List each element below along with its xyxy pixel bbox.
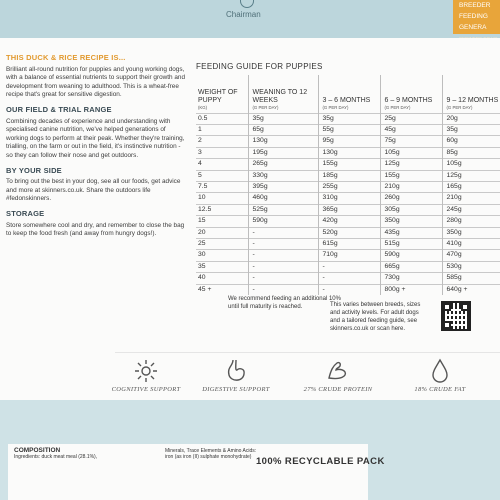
table-cell: 525g	[248, 204, 318, 215]
drop-icon	[427, 358, 453, 384]
table-cell: -	[248, 273, 318, 284]
maturity-note: We recommend feeding an additional 10% until full maturity is reached.	[228, 296, 341, 310]
composition-title: COMPOSITION	[14, 447, 61, 454]
table-cell: 730g	[380, 273, 442, 284]
header-weight: WEIGHT OF PUPPY (KG)	[198, 88, 238, 110]
table-cell: -	[248, 261, 318, 272]
table-cell: 520g	[318, 227, 380, 238]
table-row	[196, 204, 500, 215]
table-cell: 25g	[380, 113, 442, 124]
tag-line3: GENERA	[459, 24, 487, 31]
table-cell: 3	[196, 147, 248, 158]
table-cell: -	[318, 261, 380, 272]
header-3-6-months: 3 – 6 MONTHS (G PER DAY)	[318, 75, 380, 113]
table-row	[196, 250, 500, 261]
table-row	[196, 216, 500, 227]
table-cell: 310g	[318, 193, 380, 204]
field-heading: OUR FIELD & TRIAL RANGE	[6, 104, 112, 114]
info-panel	[0, 38, 500, 400]
feature-label: 18% CRUDE FAT	[414, 386, 466, 393]
table-row	[196, 147, 500, 158]
header-6-9-months: 6 – 9 MONTHS (G PER DAY)	[380, 75, 442, 113]
table-cell: 1	[196, 124, 248, 135]
table-cell: 590g	[380, 250, 442, 261]
table-cell: 2	[196, 136, 248, 147]
table-cell: 95g	[318, 136, 380, 147]
ingredients-text: Ingredients: duck meat meal (28.1%),	[14, 454, 98, 460]
table-cell: -	[248, 238, 318, 249]
table-cell: -	[248, 284, 318, 295]
recipe-heading: THIS DUCK & RICE RECIPE IS...	[6, 53, 126, 62]
table-row	[196, 124, 500, 135]
table-row	[196, 193, 500, 204]
table-cell: 420g	[318, 216, 380, 227]
table-cell: 615g	[318, 238, 380, 249]
table-cell: 60g	[442, 136, 500, 147]
table-cell: 590g	[248, 216, 318, 227]
chairman-logo-icon	[240, 0, 254, 8]
table-cell: 65g	[248, 124, 318, 135]
recipe-text: Brilliant all-round nutrition for puppies and young working dogs, with a balance of essential nutrients to support their growth and development from weaning to adulthood. This is a wheat-free recipe that's great for sensitive digestion.	[6, 65, 186, 99]
table-row	[196, 227, 500, 238]
table-cell: 55g	[318, 124, 380, 135]
minerals-text: iron (as iron (II) sulphate monohydrate)	[165, 454, 252, 460]
pack-bottom	[0, 400, 500, 500]
minerals-title: Minerals, Trace Elements & Amino Acids:	[165, 448, 257, 454]
table-cell: 365g	[318, 204, 380, 215]
table-cell: 410g	[442, 238, 500, 249]
table-cell: 330g	[248, 170, 318, 181]
table-cell: 105g	[442, 159, 500, 170]
table-row	[196, 181, 500, 192]
stomach-icon	[223, 358, 249, 384]
table-cell: -	[248, 250, 318, 261]
feature-cognitive	[106, 358, 186, 394]
table-cell: 800g +	[380, 284, 442, 295]
feature-label: 27% CRUDE PROTEIN	[303, 386, 373, 393]
table-cell: 75g	[380, 136, 442, 147]
header-9-12-months: 9 – 12 MONTHS (G PER DAY)	[442, 75, 500, 113]
table-cell: 435g	[380, 227, 442, 238]
table-cell: 665g	[380, 261, 442, 272]
divider	[115, 352, 500, 353]
storage-heading: STORAGE	[6, 208, 45, 218]
table-cell: 155g	[380, 170, 442, 181]
pack-top	[0, 0, 500, 38]
table-cell: 45 +	[196, 284, 248, 295]
table-cell: 210g	[442, 193, 500, 204]
table-cell: 15	[196, 216, 248, 227]
tag-line1: BREEDER	[459, 2, 491, 9]
table-cell: 30	[196, 250, 248, 261]
table-cell: 350g	[380, 216, 442, 227]
feature-label: DIGESTIVE SUPPORT	[202, 386, 270, 393]
table-cell: 185g	[318, 170, 380, 181]
table-cell: 85g	[442, 147, 500, 158]
feature-protein	[298, 358, 378, 394]
table-row	[196, 170, 500, 181]
table-cell: 195g	[248, 147, 318, 158]
table-cell: 155g	[318, 159, 380, 170]
table-body	[196, 113, 500, 295]
storage-text: Store somewhere cool and dry, and remember to close the bag to keep the food fresh (and away from hungry dogs!).	[6, 221, 185, 238]
table-cell: 45g	[380, 124, 442, 135]
table-cell: 4	[196, 159, 248, 170]
table-cell: 265g	[248, 159, 318, 170]
table-cell: 460g	[248, 193, 318, 204]
table-row	[196, 284, 500, 295]
brain-icon	[133, 358, 159, 384]
table-cell: 35	[196, 261, 248, 272]
table-cell: 350g	[442, 227, 500, 238]
table-cell: 165g	[442, 181, 500, 192]
side-text: To bring out the best in your dog, see all our foods, get advice and more at skinners.co.uk. Share the outdoors life #fedonskinners.	[6, 178, 181, 203]
feeding-guide	[196, 62, 500, 295]
table-cell: 10	[196, 193, 248, 204]
tag-line2: FEEDING	[459, 13, 488, 20]
header-weaning: WEANING TO 12 WEEKS (G PER DAY)	[248, 75, 318, 113]
table-cell: 130g	[248, 136, 318, 147]
table-row	[196, 113, 500, 124]
breed-note: This varies between breeds, sizes and activity levels. For adult dogs and a tailored feeding guide, see skinners.co.uk or scan here.	[330, 302, 421, 332]
table-cell: 530g	[442, 261, 500, 272]
table-cell: 7.5	[196, 181, 248, 192]
feature-digestive	[196, 358, 276, 394]
guide-title: FEEDING GUIDE FOR PUPPIES	[196, 62, 323, 71]
field-text: Combining decades of experience and understanding with specialised canine nutrition, we've helped generations of working dogs to perform at their peak. Whether they're training, trialling, on the farm or out in the field, it's instinctive nutrition - so they can follow their nose and get outdoors.	[6, 117, 185, 159]
table-cell: 5	[196, 170, 248, 181]
table-row	[196, 238, 500, 249]
table-row	[196, 273, 500, 284]
table-cell: 125g	[442, 170, 500, 181]
recyclable-label: 100% RECYCLABLE PACK	[256, 456, 385, 467]
table-cell: 12.5	[196, 204, 248, 215]
table-cell: 25	[196, 238, 248, 249]
table-cell: -	[248, 227, 318, 238]
orange-tag	[453, 0, 500, 34]
table-cell: 20g	[442, 113, 500, 124]
table-cell: 395g	[248, 181, 318, 192]
table-cell: 40	[196, 273, 248, 284]
table-cell: 515g	[380, 238, 442, 249]
table-cell: 35g	[442, 124, 500, 135]
qr-code-icon[interactable]	[441, 301, 471, 331]
feeding-table	[196, 75, 500, 295]
table-cell: 125g	[380, 159, 442, 170]
table-cell: -	[318, 273, 380, 284]
left-column	[6, 54, 186, 245]
table-cell: 470g	[442, 250, 500, 261]
table-cell: 280g	[442, 216, 500, 227]
feature-label: COGNITIVE SUPPORT	[111, 386, 181, 393]
table-row	[196, 159, 500, 170]
feature-fat	[400, 358, 480, 394]
table-cell: 245g	[442, 204, 500, 215]
table-cell: 35g	[248, 113, 318, 124]
brand-name: Chairman	[226, 10, 261, 19]
table-row	[196, 136, 500, 147]
table-row	[196, 261, 500, 272]
table-cell: 640g +	[442, 284, 500, 295]
muscle-icon	[325, 358, 351, 384]
table-cell: 260g	[380, 193, 442, 204]
table-cell: 105g	[380, 147, 442, 158]
table-cell: 210g	[380, 181, 442, 192]
side-heading: BY YOUR SIDE	[6, 165, 62, 175]
composition-box	[8, 444, 368, 500]
table-cell: 130g	[318, 147, 380, 158]
table-cell: 585g	[442, 273, 500, 284]
table-cell: 255g	[318, 181, 380, 192]
table-cell: 710g	[318, 250, 380, 261]
table-cell: 0.5	[196, 113, 248, 124]
table-cell: 20	[196, 227, 248, 238]
table-cell: 305g	[380, 204, 442, 215]
table-cell: 35g	[318, 113, 380, 124]
table-cell: -	[318, 284, 380, 295]
table-header-row	[196, 75, 500, 113]
